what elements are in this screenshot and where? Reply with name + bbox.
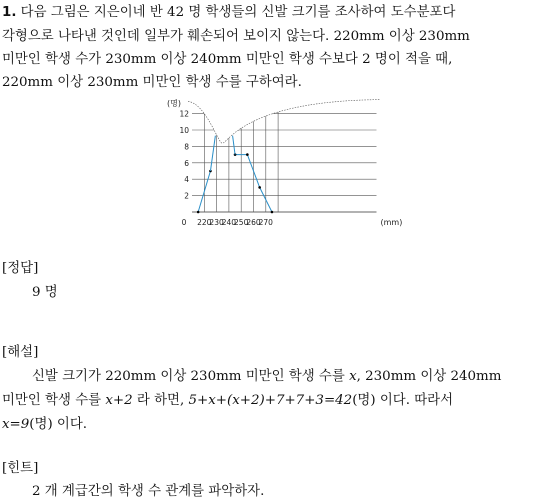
x-tick-label: 260 <box>246 218 261 227</box>
math-expr-x-plus-2: x+2 <box>105 393 133 408</box>
y-axis-label: (명) <box>167 99 181 108</box>
data-point <box>271 211 274 214</box>
explanation-text-2b: 라 하면, <box>132 393 189 408</box>
y-tick-label: 12 <box>179 109 189 119</box>
data-point <box>246 153 249 156</box>
math-equation-sum: 5+x+(x+2)+7+7+3=42 <box>188 393 353 408</box>
x-tick-label: 230 <box>209 218 224 227</box>
y-tick-label: 6 <box>184 158 189 168</box>
y-tick-label: 4 <box>184 175 189 185</box>
answer-heading: [정답] <box>2 261 39 276</box>
math-var-x: x <box>349 369 357 384</box>
series-line-left-tail <box>210 136 215 171</box>
question-number: 1. <box>2 5 17 20</box>
explanation-text-1a: 신발 크기가 220mm 이상 230mm 미만인 학생 수를 <box>32 369 350 384</box>
x-tick-label: 220 <box>197 218 212 227</box>
explanation-text-1b: , 230mm 이상 240mm <box>356 369 502 384</box>
x-tick-labels <box>182 218 274 227</box>
explanation-line-2 <box>2 394 453 407</box>
y-tick-label: 10 <box>179 126 189 135</box>
explanation-text-2a: 미만인 학생 수를 <box>2 393 106 408</box>
chart-marks <box>197 136 273 214</box>
y-tick-labels <box>179 110 189 201</box>
data-point <box>258 186 261 189</box>
data-point <box>197 211 200 214</box>
y-tick-label: 8 <box>184 142 189 152</box>
y-tick-label: 2 <box>184 191 189 201</box>
problem-line-1 <box>2 6 455 19</box>
explanation-line-1 <box>32 370 501 383</box>
x-tick-label: 250 <box>234 218 249 227</box>
x-tick-label: 0 <box>181 218 187 227</box>
x-axis-label: (mm) <box>380 218 403 227</box>
damaged-region <box>188 93 381 143</box>
hint-heading: [힌트] <box>2 461 39 476</box>
answer-text: 9 명 <box>32 285 58 300</box>
explanation-text-2c: (명) 이다. 따라서 <box>352 393 454 408</box>
math-result-x: x=9 <box>2 417 30 432</box>
problem-text-4: 220mm 이상 230mm 미만인 학생 수를 구하여라. <box>2 75 302 90</box>
hint-text: 2 개 계급간의 학생 수 관계를 파악하자. <box>32 484 265 499</box>
problem-text-3: 미만인 학생 수가 230mm 이상 240mm 미만인 학생 수보다 2 명이 적을 때, <box>2 52 453 67</box>
explanation-line-3 <box>2 418 87 431</box>
series-line-right-tail <box>233 136 235 155</box>
frequency-polygon-chart <box>165 97 403 232</box>
explanation-text-3b: (명) 이다. <box>29 417 88 432</box>
problem-text-1: 다음 그림은 지은이네 반 42 명 학생들의 신발 크기를 조사하여 도수분포다 <box>20 5 456 20</box>
x-tick-label: 240 <box>221 218 237 227</box>
problem-text-2: 각형으로 나타낸 것인데 일부가 훼손되어 보이지 않는다. 220mm 이상 230mm <box>2 29 470 44</box>
x-tick-label: 270 <box>258 218 273 227</box>
explanation-heading: [해설] <box>2 345 39 360</box>
